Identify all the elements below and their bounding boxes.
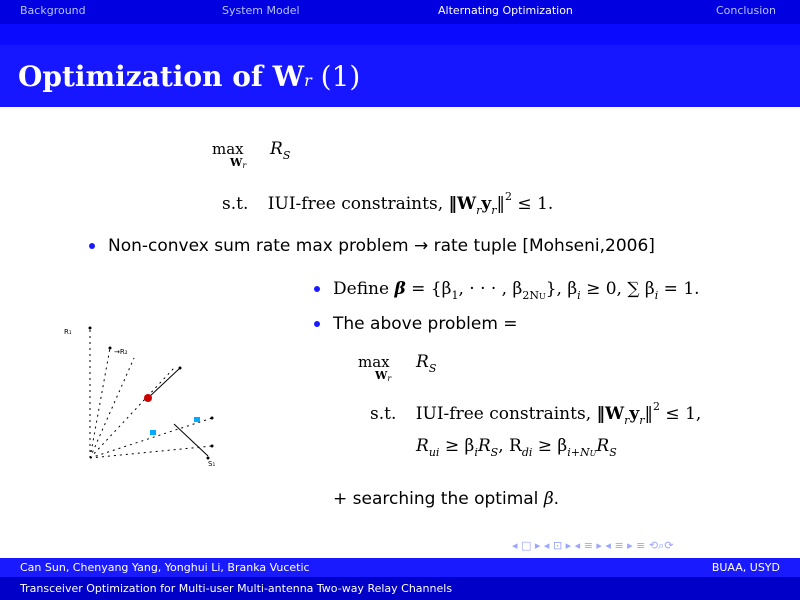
- nav-item-system-model[interactable]: System Model: [222, 4, 300, 17]
- diagram-label-mid: →R₂: [114, 348, 128, 356]
- bullet-3-text: The above problem =: [333, 314, 518, 334]
- black-point-1: [89, 327, 92, 330]
- bullet-2-text: Define $\beta = \{\beta_1$, · · · , $\beta_{2NU}$}, $\beta_i \ge 0$, ∑ $\beta_i = 1$.: [333, 279, 700, 302]
- section-navigation: [0, 0, 800, 24]
- cyan-point-2: [194, 417, 200, 422]
- beamer-navigation-controls[interactable]: ◂ □ ▸ ◂ ⊡ ▸ ◂ ≡ ▸ ◂ ≡ ▸ ≡ ⟲⌕⟳: [512, 539, 674, 552]
- dotted-ray-1: [90, 348, 110, 458]
- constraint-1: s.t. IUI-free constraints, $‖W_ry_r‖^2 \le 1$.: [222, 190, 554, 217]
- footer-authors-bar: [0, 558, 800, 577]
- nav-item-conclusion[interactable]: Conclusion: [716, 4, 776, 17]
- black-point-5: [211, 445, 214, 448]
- slide-title: Optimization of Wr (1): [18, 60, 361, 93]
- black-point-4: [211, 417, 214, 420]
- solid-boundary: [174, 424, 208, 456]
- cyan-point-1: [150, 430, 156, 435]
- nav-item-background[interactable]: Background: [20, 4, 86, 17]
- objective-2: $R_S$: [416, 352, 437, 375]
- solid-segment: [148, 368, 180, 398]
- objective-1: $R_S$: [270, 139, 291, 162]
- black-point-2: [109, 347, 112, 350]
- bullet-marker-3: [314, 321, 320, 327]
- dotted-ray-2: [90, 358, 134, 458]
- diagram-label-top: R₁: [64, 328, 72, 336]
- rate-constraints: $R_{ui} \ge \beta_iR_S$, $R_{di} \ge \beta_{i+NU}R_S$: [416, 436, 617, 459]
- footer-affiliation: BUAA, USYD: [711, 561, 780, 574]
- black-point-3: [179, 367, 182, 370]
- constraint-2: s.t. IUI-free constraints, $‖W_ry_r‖^2 \le 1$,: [370, 400, 702, 427]
- max-subscript-1: Wr: [230, 156, 247, 170]
- footer-title: Transceiver Optimization for Multi-user Multi-antenna Two-way Relay Channels: [20, 582, 453, 595]
- search-note: + searching the optimal β.: [333, 489, 560, 509]
- bullet-marker-1: [89, 243, 95, 249]
- diagram-label-bottom: S₁: [208, 460, 216, 468]
- dotted-ray-3: [90, 368, 174, 458]
- navigation-strip: [0, 24, 800, 45]
- footer-title-bar: [0, 577, 800, 600]
- red-point: [144, 394, 152, 402]
- nav-item-alternating-optimization[interactable]: Alternating Optimization: [438, 4, 573, 17]
- max-operator-2: max: [358, 353, 390, 371]
- rate-region-diagram: [62, 318, 232, 468]
- slide-title-bar: [0, 45, 800, 107]
- max-operator-1: max: [212, 140, 244, 158]
- bullet-marker-2: [314, 286, 320, 292]
- footer-authors: Can Sun, Chenyang Yang, Yonghui Li, Branka Vucetic: [20, 561, 310, 574]
- bullet-1-text: Non-convex sum rate max problem → rate tuple [Mohseni,2006]: [108, 236, 655, 256]
- max-subscript-2: Wr: [375, 369, 392, 383]
